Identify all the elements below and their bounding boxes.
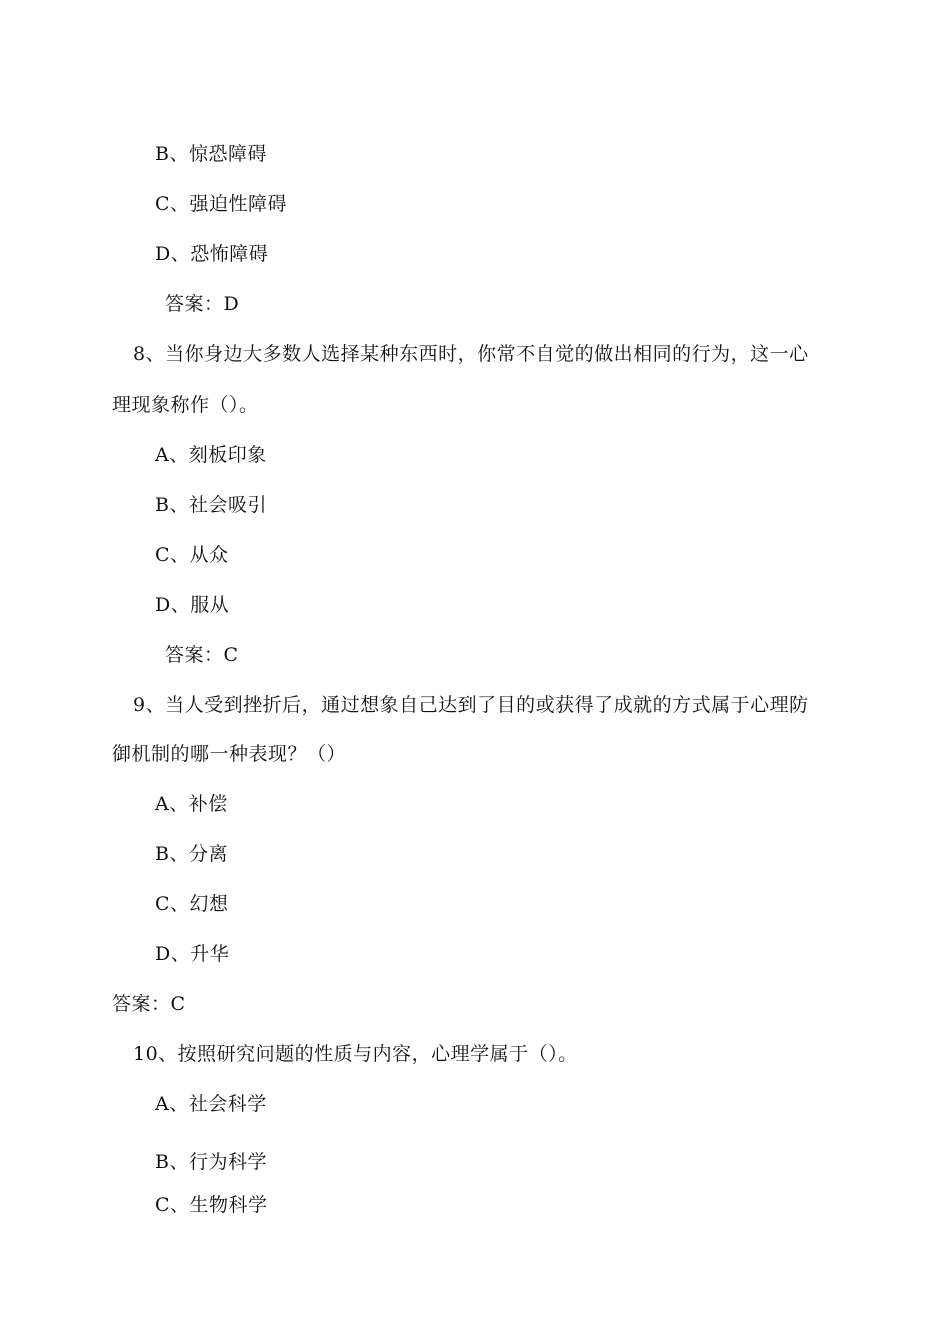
option-c: C、强迫性障碍 <box>155 193 288 215</box>
option-d: D、恐怖障碍 <box>155 243 269 265</box>
option-a: A、社会科学 <box>155 1093 267 1115</box>
option-d: D、升华 <box>155 943 230 965</box>
answer-text: 答案：C <box>112 993 186 1015</box>
option-c: C、生物科学 <box>155 1194 268 1216</box>
question-8-text: 8、当你身边大多数人选择某种东西时，你常不自觉的做出相同的行为，这一心 <box>133 343 809 365</box>
option-b: B、行为科学 <box>155 1151 267 1173</box>
option-b: B、社会吸引 <box>155 494 267 516</box>
option-b: B、分离 <box>155 843 228 865</box>
question-9-text-cont: 御机制的哪一种表现？（） <box>112 743 347 765</box>
option-b: B、惊恐障碍 <box>155 143 267 165</box>
option-c: C、从众 <box>155 544 229 566</box>
question-8-text-cont: 理现象称作（）。 <box>112 394 259 416</box>
answer-text: 答案：C <box>165 644 239 666</box>
answer-text: 答案：D <box>165 293 240 315</box>
option-a: A、刻板印象 <box>155 444 267 466</box>
question-10-text: 10、按照研究问题的性质与内容，心理学属于（）。 <box>133 1043 578 1065</box>
question-9-text: 9、当人受到挫折后，通过想象自己达到了目的或获得了成就的方式属于心理防 <box>133 694 809 716</box>
option-d: D、服从 <box>155 594 230 616</box>
option-a: A、补偿 <box>155 793 228 815</box>
option-c: C、幻想 <box>155 893 229 915</box>
